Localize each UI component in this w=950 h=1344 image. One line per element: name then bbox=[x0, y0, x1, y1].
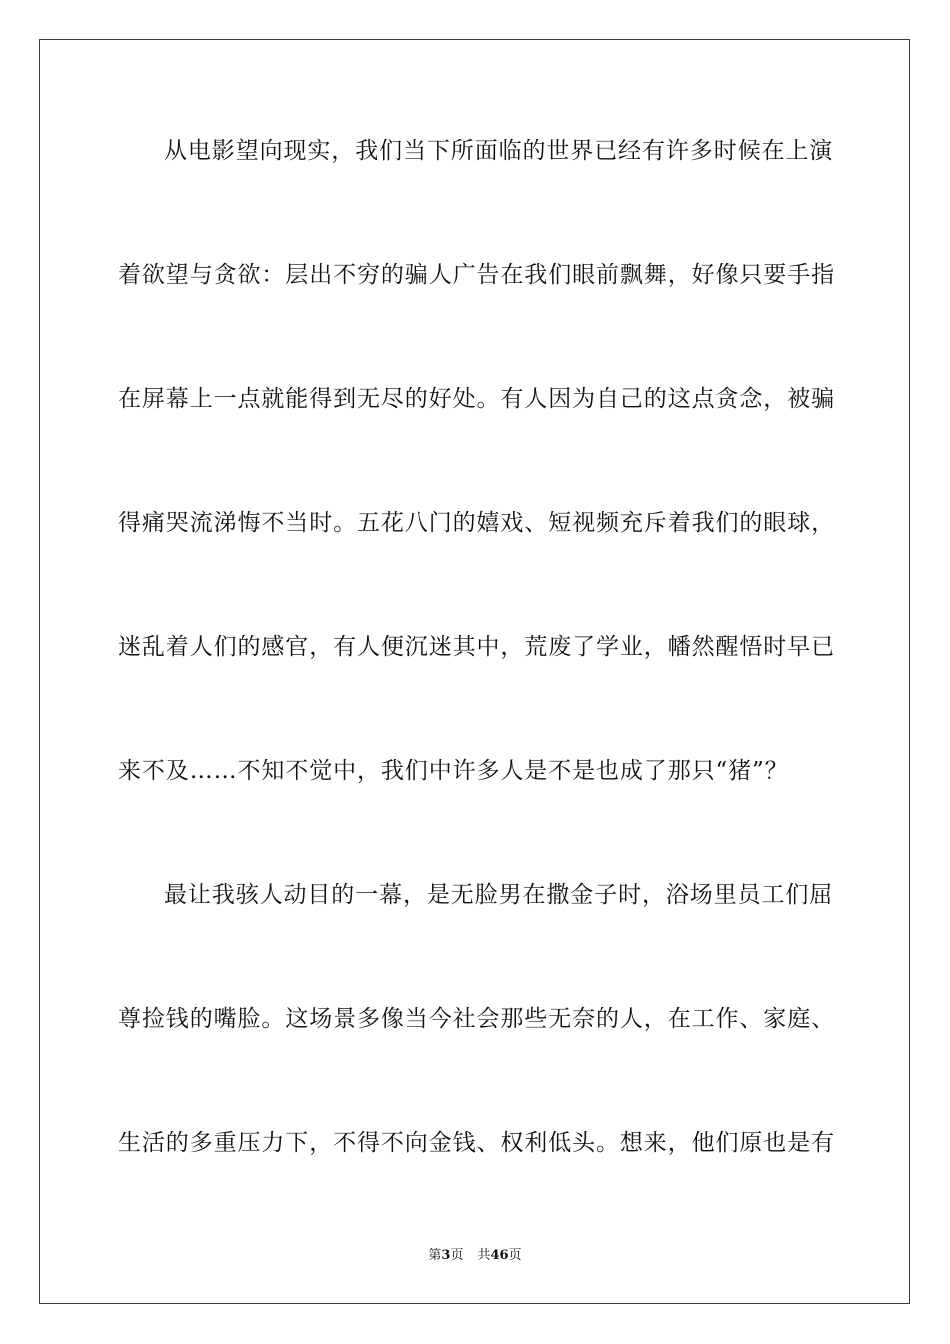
page-footer bbox=[0, 1248, 950, 1264]
text-line: 在屏幕上一点就能得到无尽的好处。有人因为自己的这点贪念，被骗 bbox=[118, 386, 835, 412]
total-suffix: 页 bbox=[508, 1248, 522, 1263]
total-prefix: 共 bbox=[477, 1248, 491, 1263]
text-line: 得痛哭流涕悔不当时。五花八门的嬉戏、短视频充斥着我们的眼球， bbox=[118, 510, 835, 536]
total-pages: 46 bbox=[490, 1248, 509, 1263]
page-border bbox=[39, 39, 910, 1304]
page-suffix: 页 bbox=[450, 1248, 464, 1263]
page-prefix: 第 bbox=[428, 1248, 442, 1263]
text-line: 最让我骇人动目的一幕，是无脸男在撒金子时，浴场里员工们屈 bbox=[164, 882, 834, 908]
text-line: 着欲望与贪欲：层出不穷的骗人广告在我们眼前飘舞，好像只要手指 bbox=[118, 262, 835, 288]
page-number: 3 bbox=[441, 1248, 451, 1263]
text-line: 迷乱着人们的感官，有人便沉迷其中，荒废了学业，幡然醒悟时早已 bbox=[118, 634, 835, 660]
text-line: 尊捡钱的嘴脸。这场景多像当今社会那些无奈的人，在工作、家庭、 bbox=[118, 1006, 835, 1032]
text-line: 生活的多重压力下，不得不向金钱、权利低头。想来，他们原也是有 bbox=[118, 1130, 835, 1156]
text-line: 来不及……不知不觉中，我们中许多人是不是也成了那只“猪”？ bbox=[118, 758, 789, 784]
text-line: 从电影望向现实，我们当下所面临的世界已经有许多时候在上演 bbox=[164, 138, 834, 164]
